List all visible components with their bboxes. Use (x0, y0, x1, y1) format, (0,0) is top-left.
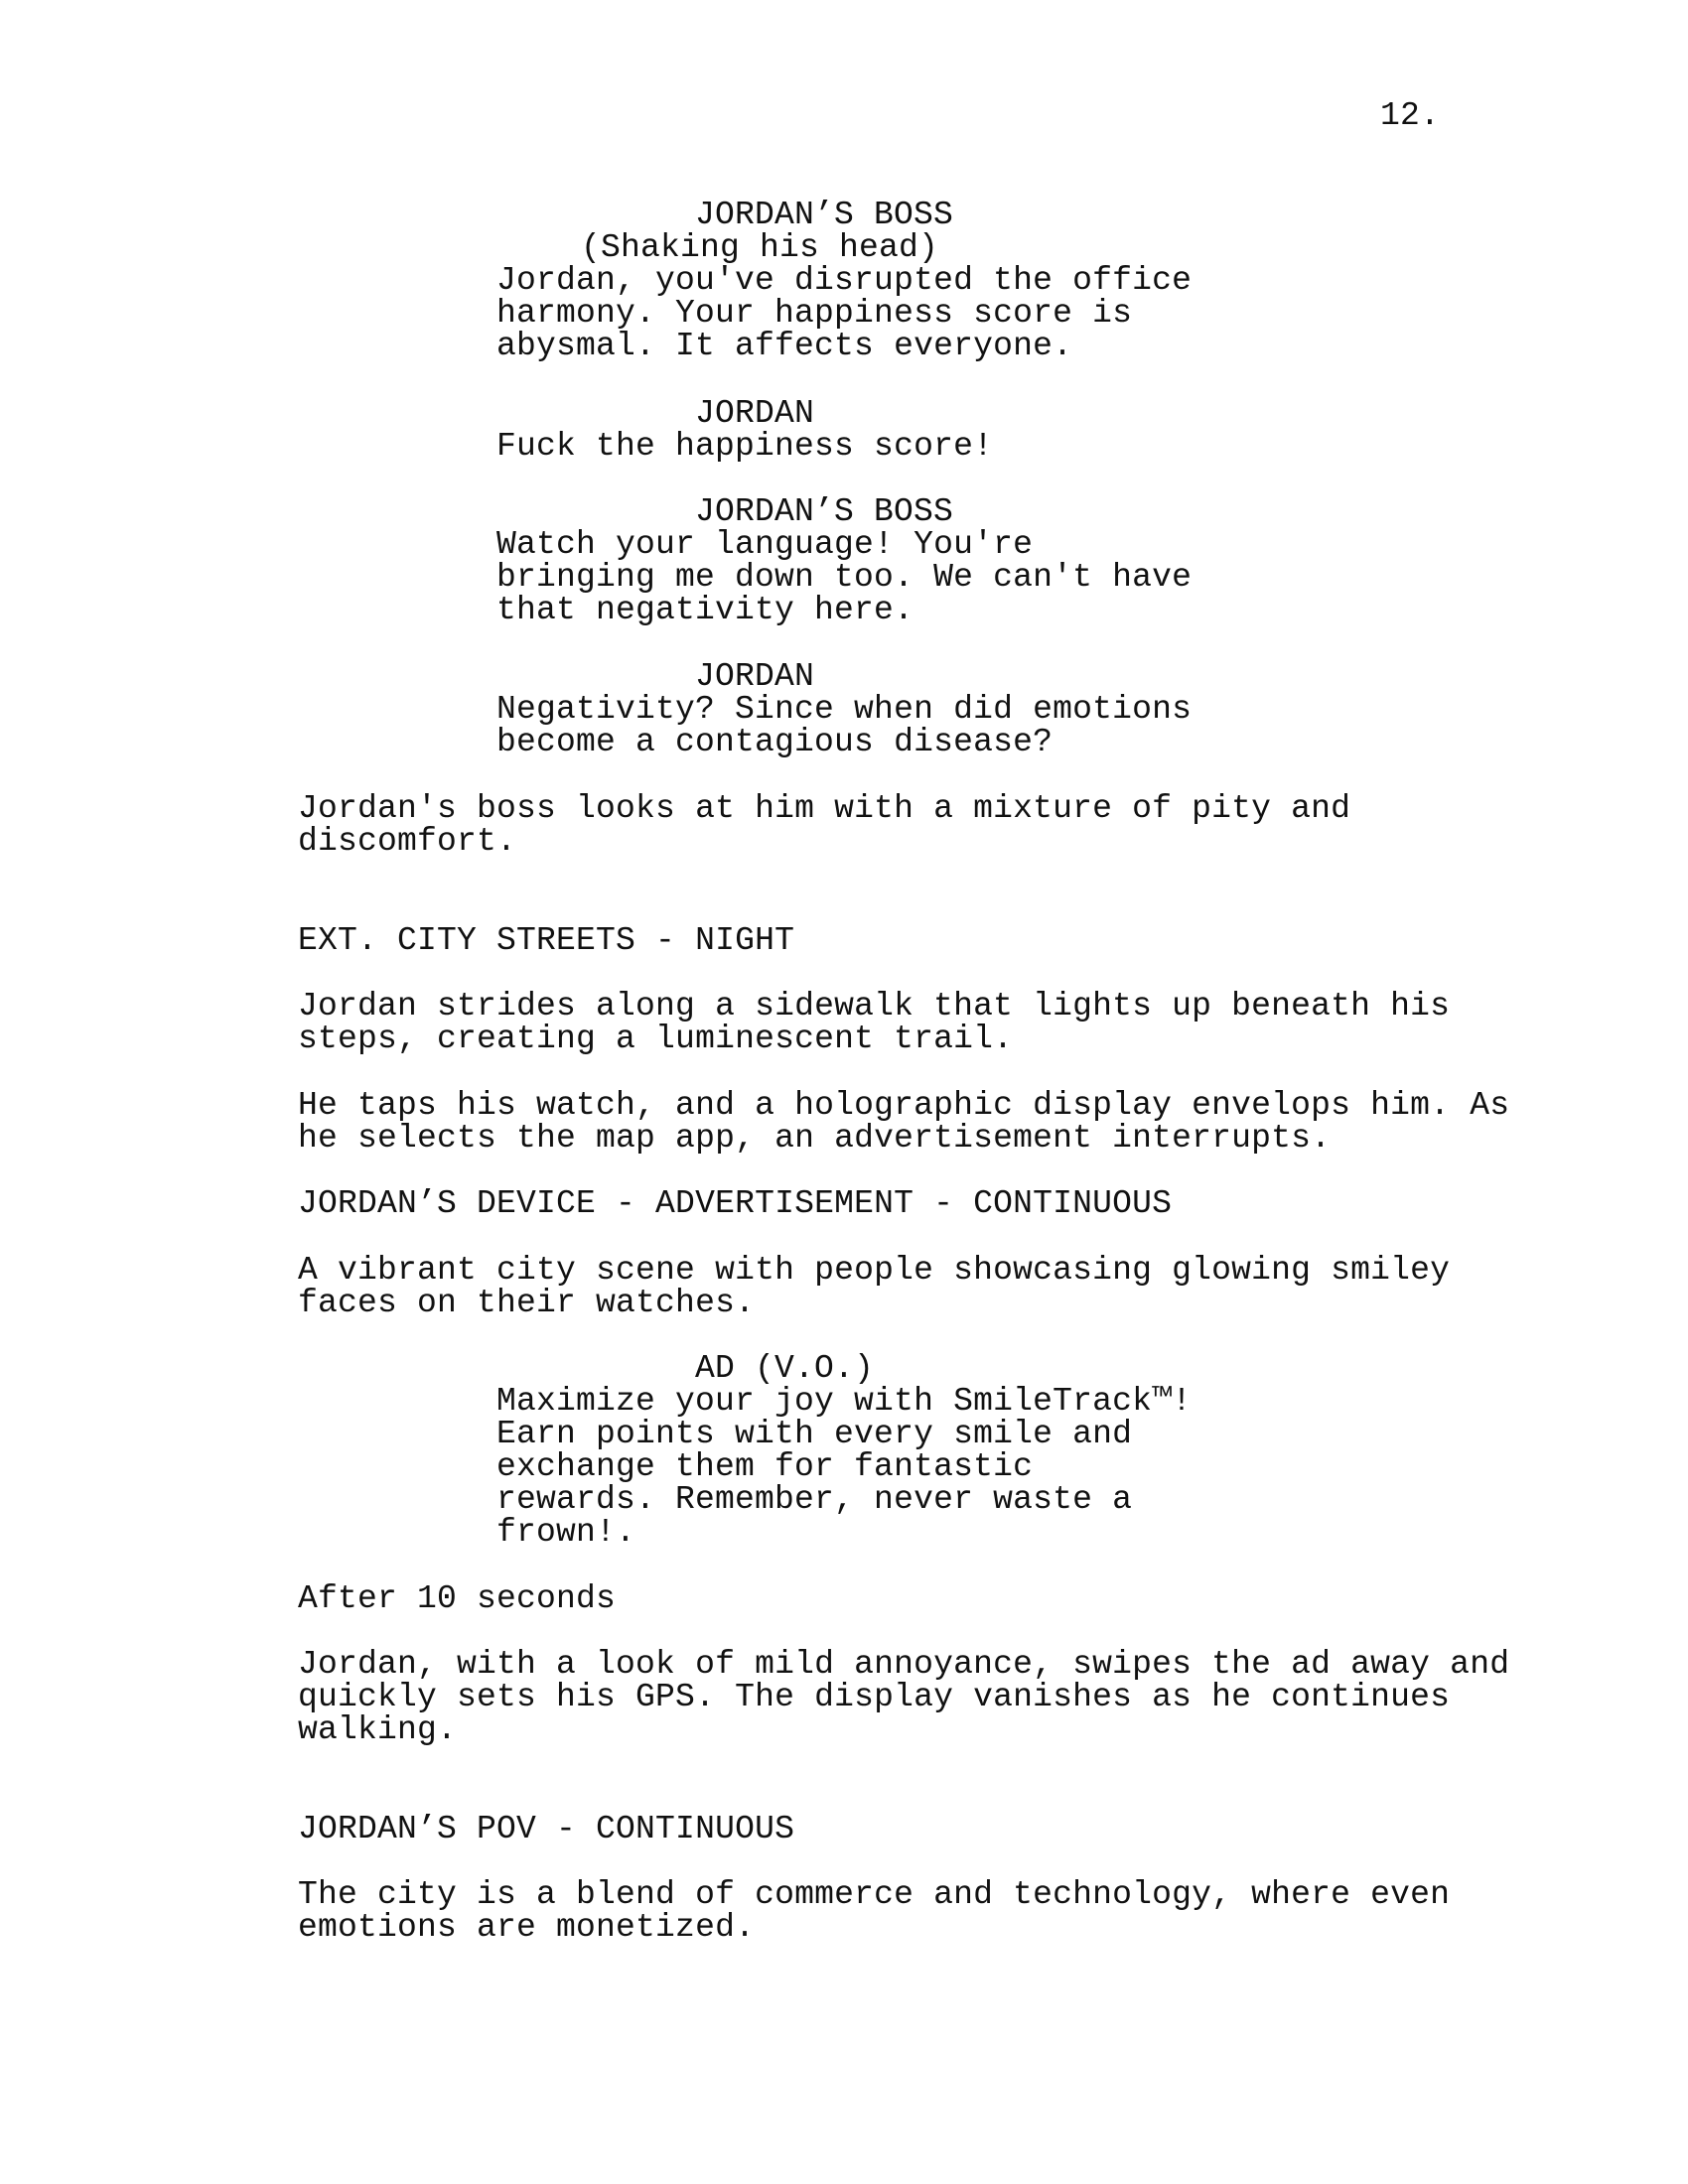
action-line: Jordan, with a look of mild annoyance, swipes the ad away and (298, 1646, 1510, 1683)
action-line: walking. (298, 1711, 458, 1748)
dialogue-line: Maximize your joy with SmileTrack™! (496, 1383, 1193, 1420)
action-line: emotions are monetized. (298, 1909, 756, 1946)
action-line: faces on their watches. (298, 1285, 756, 1321)
dialogue-line: Fuck the happiness score! (496, 428, 994, 465)
action-line: A vibrant city scene with people showcasing glowing smiley (298, 1252, 1451, 1289)
parenthetical: (Shaking his head) (581, 229, 939, 266)
action-line: Jordan strides along a sidewalk that lights up beneath his (298, 988, 1451, 1024)
action-line: After 10 seconds (298, 1580, 617, 1617)
character-name: JORDAN (695, 395, 815, 432)
action-line: steps, creating a luminescent trail. (298, 1021, 1014, 1057)
action-line: The city is a blend of commerce and technology, where even (298, 1876, 1451, 1913)
scene-heading: EXT. CITY STREETS - NIGHT (298, 922, 795, 959)
character-name: JORDAN’S BOSS (695, 493, 954, 530)
dialogue-line: Negativity? Since when did emotions (496, 691, 1193, 728)
character-name: JORDAN’S BOSS (695, 197, 954, 233)
dialogue-line: rewards. Remember, never waste a (496, 1481, 1133, 1518)
action-line: quickly sets his GPS. The display vanishes as he continues (298, 1679, 1451, 1715)
action-line: discomfort. (298, 823, 517, 860)
dialogue-line: become a contagious disease? (496, 724, 1054, 760)
dialogue-line: that negativity here. (496, 592, 914, 628)
dialogue-line: Watch your language! You're (496, 526, 1034, 563)
scene-heading: JORDAN’S POV - CONTINUOUS (298, 1811, 795, 1847)
action-line: He taps his watch, and a holographic display envelops him. As (298, 1087, 1510, 1124)
dialogue-line: Earn points with every smile and (496, 1416, 1133, 1452)
dialogue-line: abysmal. It affects everyone. (496, 328, 1073, 364)
page-number: 12. (1380, 97, 1441, 134)
action-line: he selects the map app, an advertisement interrupts. (298, 1120, 1332, 1157)
character-name: AD (V.O.) (695, 1350, 875, 1387)
dialogue-line: Jordan, you've disrupted the office (496, 262, 1193, 299)
scene-heading: JORDAN’S DEVICE - ADVERTISEMENT - CONTINUOUS (298, 1185, 1173, 1222)
dialogue-line: exchange them for fantastic (496, 1448, 1034, 1485)
dialogue-line: harmony. Your happiness score is (496, 295, 1133, 332)
character-name: JORDAN (695, 658, 815, 695)
dialogue-line: frown!. (496, 1514, 636, 1551)
dialogue-line: bringing me down too. We can't have (496, 559, 1193, 596)
action-line: Jordan's boss looks at him with a mixture of pity and (298, 790, 1351, 827)
